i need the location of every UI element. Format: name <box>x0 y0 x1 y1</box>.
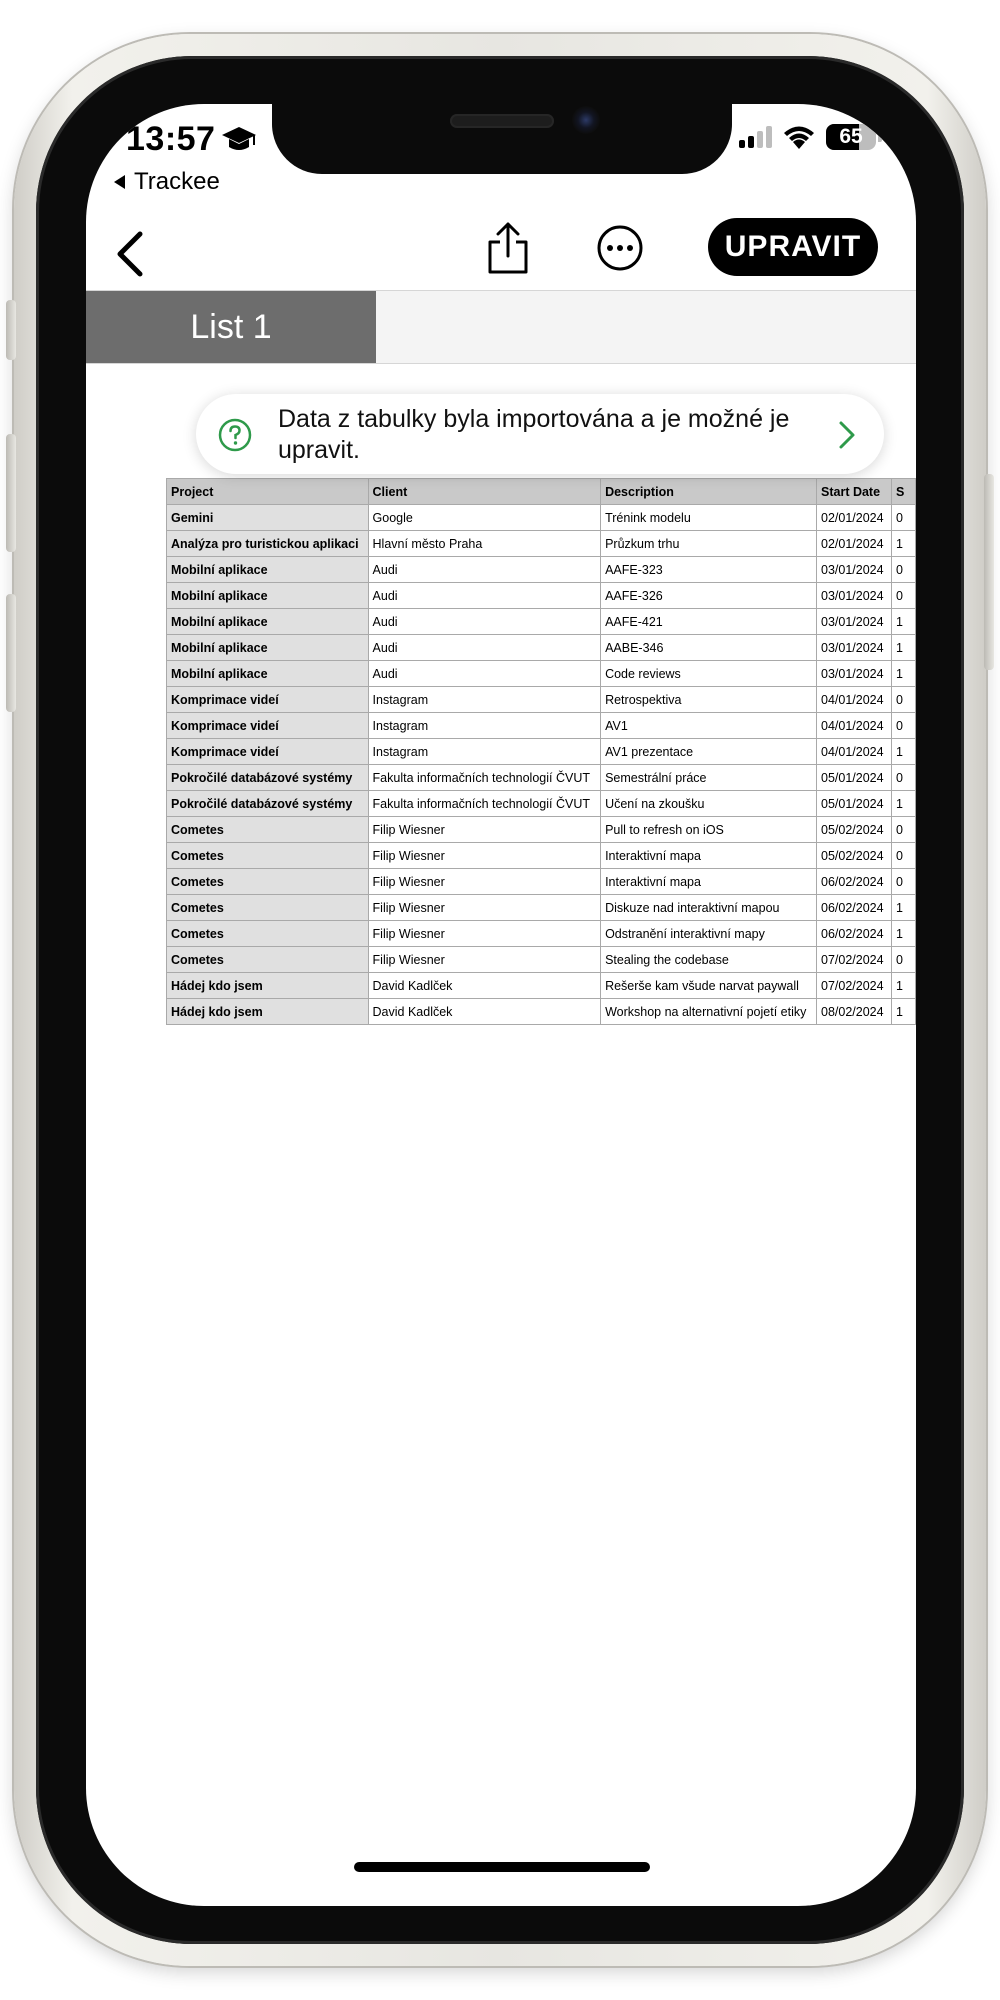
front-camera <box>572 106 600 134</box>
cell-start-date[interactable]: 06/02/2024 <box>817 921 892 947</box>
notch <box>272 104 732 174</box>
cell-description[interactable]: Trénink modelu <box>601 505 817 531</box>
table-row <box>167 583 916 609</box>
cell-start-date[interactable]: 06/02/2024 <box>817 895 892 921</box>
cell-project[interactable]: Cometes <box>167 817 369 843</box>
table-row <box>167 895 916 921</box>
cell-partial[interactable]: 1 <box>891 895 915 921</box>
cell-client[interactable]: Instagram <box>368 739 601 765</box>
cell-project[interactable]: Mobilní aplikace <box>167 583 369 609</box>
cell-start-date[interactable]: 03/01/2024 <box>817 583 892 609</box>
table-row <box>167 557 916 583</box>
cell-start-date[interactable]: 04/01/2024 <box>817 739 892 765</box>
cell-partial[interactable]: 1 <box>891 973 915 999</box>
cell-description[interactable]: Stealing the codebase <box>601 947 817 973</box>
cell-start-date[interactable]: 02/01/2024 <box>817 531 892 557</box>
column-header-description[interactable]: Description <box>601 479 817 505</box>
cell-start-date[interactable]: 04/01/2024 <box>817 713 892 739</box>
cell-project[interactable]: Gemini <box>167 505 369 531</box>
cell-client[interactable]: Fakulta informačních technologií ČVUT <box>368 765 601 791</box>
cell-client[interactable]: Instagram <box>368 687 601 713</box>
table-row <box>167 661 916 687</box>
cell-project[interactable]: Hádej kdo jsem <box>167 973 369 999</box>
cell-partial[interactable]: 1 <box>891 999 915 1025</box>
cell-partial[interactable]: 1 <box>891 609 915 635</box>
cell-client[interactable]: David Kadlček <box>368 973 601 999</box>
cell-description[interactable]: Semestrální práce <box>601 765 817 791</box>
cell-client[interactable]: David Kadlček <box>368 999 601 1025</box>
cell-description[interactable]: AAFE-323 <box>601 557 817 583</box>
cell-client[interactable]: Audi <box>368 609 601 635</box>
column-header-project[interactable]: Project <box>167 479 369 505</box>
sheet-tab-list-1[interactable]: List 1 <box>86 291 376 363</box>
cell-start-date[interactable]: 06/02/2024 <box>817 869 892 895</box>
status-time: 13:57 <box>126 120 216 158</box>
cell-client[interactable]: Audi <box>368 661 601 687</box>
cell-description[interactable]: AABE-346 <box>601 635 817 661</box>
cell-partial[interactable]: 0 <box>891 505 915 531</box>
chevron-right-icon <box>838 420 856 450</box>
power-button <box>984 474 994 670</box>
cell-description[interactable]: Průzkum trhu <box>601 531 817 557</box>
earpiece-speaker <box>450 114 554 128</box>
cell-partial[interactable]: 0 <box>891 583 915 609</box>
cell-partial[interactable]: 0 <box>891 817 915 843</box>
cell-project[interactable]: Cometes <box>167 947 369 973</box>
cell-partial[interactable]: 1 <box>891 791 915 817</box>
back-to-app-link[interactable] <box>112 168 220 196</box>
cell-client[interactable]: Fakulta informačních technologií ČVUT <box>368 791 601 817</box>
cell-project[interactable]: Analýza pro turistickou aplikaci <box>167 531 369 557</box>
cell-project[interactable]: Komprimace videí <box>167 713 369 739</box>
import-notice-banner[interactable] <box>196 394 884 474</box>
cell-start-date[interactable]: 05/02/2024 <box>817 817 892 843</box>
cell-client[interactable]: Filip Wiesner <box>368 869 601 895</box>
cell-project[interactable]: Cometes <box>167 869 369 895</box>
cell-description[interactable]: AV1 <box>601 713 817 739</box>
cell-start-date[interactable]: 08/02/2024 <box>817 999 892 1025</box>
table-row <box>167 687 916 713</box>
cell-client[interactable]: Filip Wiesner <box>368 843 601 869</box>
cell-project[interactable]: Mobilní aplikace <box>167 557 369 583</box>
cell-client[interactable]: Instagram <box>368 713 601 739</box>
table-row <box>167 609 916 635</box>
column-header-start-date[interactable]: Start Date <box>817 479 892 505</box>
cell-description[interactable]: AV1 prezentace <box>601 739 817 765</box>
battery-tip <box>878 132 882 142</box>
cell-start-date[interactable]: 03/01/2024 <box>817 557 892 583</box>
cell-description[interactable]: Diskuze nad interaktivní mapou <box>601 895 817 921</box>
header-row <box>167 479 916 505</box>
back-app-label: Trackee <box>134 168 220 195</box>
cell-client[interactable]: Filip Wiesner <box>368 947 601 973</box>
cell-description[interactable]: Retrospektiva <box>601 687 817 713</box>
cell-partial[interactable]: 0 <box>891 713 915 739</box>
table-body <box>167 505 916 1025</box>
battery-percent: 65 <box>839 125 863 148</box>
spreadsheet-table <box>166 478 916 1025</box>
cell-description[interactable]: Odstranění interaktivní mapy <box>601 921 817 947</box>
cell-project[interactable]: Cometes <box>167 921 369 947</box>
cell-project[interactable]: Cometes <box>167 843 369 869</box>
table-row <box>167 531 916 557</box>
edit-button[interactable]: UPRAVIT <box>708 218 878 276</box>
cell-project[interactable]: Komprimace videí <box>167 739 369 765</box>
cell-project[interactable]: Pokročilé databázové systémy <box>167 791 369 817</box>
cell-description[interactable]: Učení na zkoušku <box>601 791 817 817</box>
cell-client[interactable]: Audi <box>368 583 601 609</box>
cell-project[interactable]: Komprimace videí <box>167 687 369 713</box>
cell-description[interactable]: AAFE-326 <box>601 583 817 609</box>
more-options-icon[interactable] <box>596 224 644 272</box>
table-row <box>167 765 916 791</box>
table-row <box>167 843 916 869</box>
cell-partial[interactable]: 0 <box>891 687 915 713</box>
sheet-tab-bar <box>86 290 916 364</box>
cell-project[interactable]: Mobilní aplikace <box>167 635 369 661</box>
cell-description[interactable]: Workshop na alternativní pojetí etiky <box>601 999 817 1025</box>
cell-start-date[interactable]: 07/02/2024 <box>817 947 892 973</box>
cell-start-date[interactable]: 03/01/2024 <box>817 635 892 661</box>
table-row <box>167 869 916 895</box>
cell-partial[interactable]: 1 <box>891 739 915 765</box>
cell-partial[interactable]: 1 <box>891 921 915 947</box>
table-row <box>167 635 916 661</box>
table-row <box>167 947 916 973</box>
graduation-cap-icon <box>221 125 257 155</box>
cell-project[interactable]: Hádej kdo jsem <box>167 999 369 1025</box>
volume-up-button <box>6 434 16 552</box>
cell-description[interactable]: Rešerše kam všude narvat paywall <box>601 973 817 999</box>
cell-description[interactable]: AAFE-421 <box>601 609 817 635</box>
cell-client[interactable]: Filip Wiesner <box>368 921 601 947</box>
share-icon[interactable] <box>486 220 530 276</box>
screen <box>86 104 916 1906</box>
cell-project[interactable]: Mobilní aplikace <box>167 609 369 635</box>
home-indicator[interactable] <box>354 1862 650 1872</box>
cell-partial[interactable]: 1 <box>891 661 915 687</box>
banner-text: Data z tabulky byla importována a je možné je upravit. <box>278 405 790 464</box>
cell-partial[interactable]: 0 <box>891 869 915 895</box>
cell-partial[interactable]: 0 <box>891 765 915 791</box>
cell-client[interactable]: Audi <box>368 635 601 661</box>
cell-partial[interactable]: 1 <box>891 531 915 557</box>
table-row <box>167 739 916 765</box>
cell-project[interactable]: Pokročilé databázové systémy <box>167 765 369 791</box>
cell-client[interactable]: Filip Wiesner <box>368 817 601 843</box>
status-indicators <box>739 124 882 150</box>
cell-description[interactable]: Code reviews <box>601 661 817 687</box>
cell-start-date[interactable]: 05/02/2024 <box>817 843 892 869</box>
cell-partial[interactable]: 0 <box>891 843 915 869</box>
cell-start-date[interactable]: 02/01/2024 <box>817 505 892 531</box>
question-circle-icon <box>218 418 252 452</box>
cell-client[interactable]: Audi <box>368 557 601 583</box>
cell-description[interactable]: Pull to refresh on iOS <box>601 817 817 843</box>
cell-client[interactable]: Filip Wiesner <box>368 895 601 921</box>
wifi-icon <box>782 124 816 150</box>
cell-start-date[interactable]: 05/01/2024 <box>817 765 892 791</box>
table-row <box>167 817 916 843</box>
table-row <box>167 973 916 999</box>
cell-partial[interactable]: 0 <box>891 947 915 973</box>
table-row <box>167 921 916 947</box>
back-triangle-icon <box>112 174 126 190</box>
cell-start-date[interactable]: 05/01/2024 <box>817 791 892 817</box>
status-time-group <box>126 120 257 159</box>
column-header-client[interactable]: Client <box>368 479 601 505</box>
back-chevron-icon[interactable] <box>108 224 152 284</box>
volume-down-button <box>6 594 16 712</box>
cell-description[interactable]: Interaktivní mapa <box>601 869 817 895</box>
cell-start-date[interactable]: 03/01/2024 <box>817 661 892 687</box>
table-row <box>167 713 916 739</box>
cell-project[interactable]: Cometes <box>167 895 369 921</box>
table-row <box>167 791 916 817</box>
battery-icon <box>826 124 876 150</box>
cell-client[interactable]: Google <box>368 505 601 531</box>
cell-partial[interactable]: 0 <box>891 557 915 583</box>
cell-project[interactable]: Mobilní aplikace <box>167 661 369 687</box>
table-row <box>167 999 916 1025</box>
cell-start-date[interactable]: 03/01/2024 <box>817 609 892 635</box>
cell-client[interactable]: Hlavní město Praha <box>368 531 601 557</box>
table-row <box>167 505 916 531</box>
cell-start-date[interactable]: 07/02/2024 <box>817 973 892 999</box>
cell-start-date[interactable]: 04/01/2024 <box>817 687 892 713</box>
cell-description[interactable]: Interaktivní mapa <box>601 843 817 869</box>
cellular-signal-icon <box>739 126 772 148</box>
silent-switch <box>6 300 16 360</box>
column-header-partial[interactable]: S <box>891 479 915 505</box>
cell-partial[interactable]: 1 <box>891 635 915 661</box>
